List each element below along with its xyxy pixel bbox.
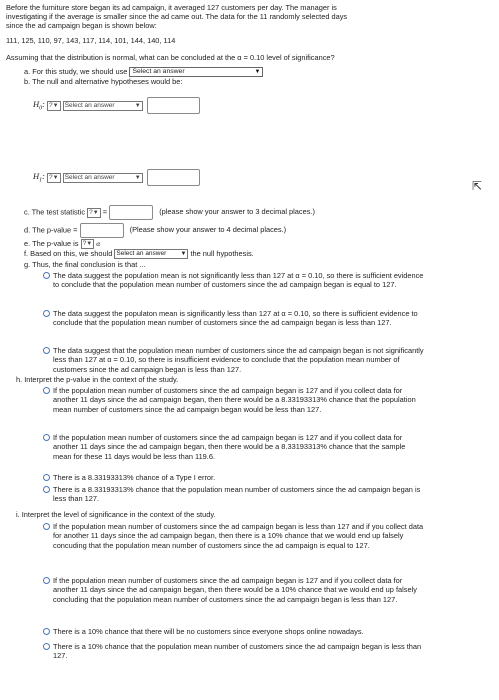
h0-parameter-select[interactable]: ?▼	[49, 101, 59, 109]
option-text: There is a 10% chance that the population mean number of customers since the ad campaign began is less than 127.	[53, 642, 422, 661]
option-text: If the population mean number of customers since the ad campaign began is less than 127 and if you collect data for another 11 days since the ad campaign began, then there is a 10% chance that we would end up falsely concuding that the population mean number of customers since the ad campaign is equal to 127.	[53, 522, 424, 550]
radio-button[interactable]	[43, 434, 50, 441]
h0-symbol: $H_0$:	[33, 99, 45, 113]
part-c: c. The test statistic ?▼ = (please show your answer to 3 decimal places.)	[24, 205, 315, 220]
h0-value-input[interactable]	[147, 97, 200, 114]
radio-button[interactable]	[43, 486, 50, 493]
h1-value-input[interactable]	[147, 169, 200, 186]
test-type-select-value: Select an answer	[132, 68, 185, 76]
radio-button[interactable]	[43, 474, 50, 481]
test-statistic-type-select[interactable]: ?▼	[89, 208, 99, 216]
radio-button[interactable]	[43, 272, 50, 279]
chevron-down-icon: ▼	[52, 174, 59, 181]
p-value-comparison-select[interactable]: ?▼	[82, 240, 93, 248]
chevron-down-icon: ▼	[254, 69, 261, 76]
part-e-label: e. The p-value is	[24, 239, 79, 248]
part-f-suffix: the null hypothesis.	[190, 249, 254, 258]
part-a	[24, 67, 263, 77]
assumption-question: Assuming that the distribution is normal, what can be concluded at the α = 0.10 level of significance?	[6, 53, 335, 62]
part-h-label: h. Interpret the p-value in the context of the study.	[16, 375, 179, 384]
option-text: If the population mean number of customers since the ad campaign began is 127 and if you collect data for another 11 days since the ad campaign began, then there would be a 8.33193313% chance that the sample mean for these 11 days would be less than 119.6.	[53, 433, 406, 461]
h0-operator-select[interactable]: Select an answer ▼	[64, 101, 141, 109]
option-text: The data suggest that the population mean number of customers since the ad campaign began is not significantly less than 127 at α = 0.10, so there is insufficient evidence to conclude that the population mean number of customers since the ad campaign began is less than 127.	[53, 346, 424, 374]
radio-button[interactable]	[43, 523, 50, 530]
radio-button[interactable]	[43, 643, 50, 650]
option-text: There is a 10% chance that there will be no customers since everyone shops online nowadays.	[53, 627, 364, 636]
part-d-hint: (Please show your answer to 4 decimal places.)	[129, 225, 287, 235]
part-g-label: g. Thus, the final conclusion is that ...	[24, 260, 146, 269]
problem-intro-line-3: since the ad campaign began is shown below:	[6, 21, 157, 30]
option-text: There is a 8.33193313% chance of a Type I error.	[53, 473, 216, 482]
mouse-pointer-icon: ⇱	[472, 179, 483, 193]
h0-row	[33, 97, 200, 114]
h1-operator-select[interactable]: Select an answer ▼	[64, 173, 141, 181]
chevron-down-icon: ▼	[52, 102, 59, 109]
part-i-label: i. Interpret the level of significance in the context of the study.	[16, 510, 216, 519]
option-text: If the population mean number of customers since the ad campaign began is 127 and if you collect data for another 11 days since the ad campaign began, then there would be a 10% chance that we would end up falsely concluding that the population mean number of customers since the ad campaign began is less than 127.	[53, 576, 417, 604]
option-text: If the population mean number of customers since the ad campaign began is 127 and if you collect data for another 11 days since the ad campaign began, then there would be a 8.33193313% chance that the population mean number of customers since the ad campaign began would be less than 127.	[53, 386, 416, 414]
radio-button[interactable]	[43, 577, 50, 584]
radio-button[interactable]	[43, 628, 50, 635]
option-text: The data suggest the populaton mean is significantly less than 127 at α = 0.10, so there is sufficient evidence to conclude that the population mean number of customers since the ad campaign began is less than 127.	[53, 309, 418, 328]
part-d-label: d. The p-value =	[24, 225, 78, 235]
part-f	[24, 249, 254, 259]
part-c-hint: (please show your answer to 3 decimal places.)	[159, 207, 315, 217]
alpha-symbol: α	[96, 239, 101, 248]
h1-symbol: $H_1$:	[33, 171, 45, 185]
chevron-down-icon: ▼	[180, 251, 187, 258]
test-statistic-input[interactable]	[109, 205, 153, 220]
test-type-select[interactable]	[129, 67, 263, 77]
part-b-label: b. The null and alternative hypotheses would be:	[24, 77, 183, 86]
sample-data: 111, 125, 110, 97, 143, 117, 114, 101, 144, 140, 114	[6, 36, 176, 45]
part-f-label: f. Based on this, we should	[24, 249, 113, 258]
problem-intro-line-1: Before the furniture store began its ad campaign, it averaged 127 customers per day. The manager is	[6, 3, 337, 12]
h1-parameter-select[interactable]: ?▼	[49, 173, 59, 181]
chevron-down-icon: ▼	[134, 102, 141, 109]
radio-button[interactable]	[43, 310, 50, 317]
chevron-down-icon: ▼	[86, 241, 93, 248]
option-text: The data suggest the population mean is not significantly less than 127 at α = 0.10, so there is sufficient evidence to conclude that the population mean number of customers since the ad campaign began is equal to 127.	[53, 271, 424, 290]
part-a-label: a. For this study, we should use	[24, 67, 128, 76]
option-text: There is a 8.33193313% chance that the population mean number of customers since the ad campaign began is less than 127.	[53, 485, 421, 504]
h1-row	[33, 169, 200, 186]
radio-button[interactable]	[43, 387, 50, 394]
part-d	[24, 223, 286, 238]
p-value-input[interactable]	[80, 223, 124, 238]
problem-intro-line-2: investigating if the average is smaller since the ad came out. The data for the 11 randomly selected days	[6, 12, 348, 21]
radio-button[interactable]	[43, 347, 50, 354]
chevron-down-icon: ▼	[134, 174, 141, 181]
part-c-label: c. The test statistic	[24, 207, 86, 217]
decision-select[interactable]: Select an answer ▼	[116, 250, 187, 258]
part-e	[24, 239, 100, 249]
chevron-down-icon: ▼	[92, 209, 99, 216]
